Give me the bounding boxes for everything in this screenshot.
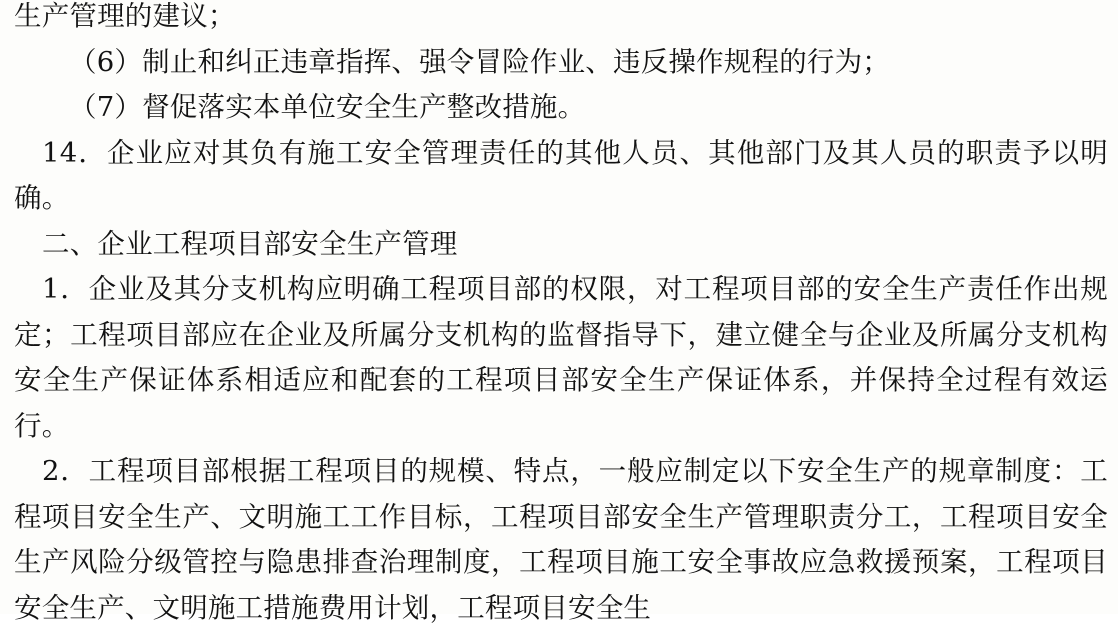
document-text-body bbox=[14, 0, 1108, 631]
paragraph-continuation: 生产管理的建议； bbox=[14, 0, 236, 32]
numbered-item-1: 1．企业及其分支机构应明确工程项目部的权限，对工程项目部的安全生产责任作出规定；工程项目部应在企业及所属分支机构的监督指导下，建立健全与企业及所属分支机构安全生产保证体系相适应和配套的工程项目部安全生产保证体系，并保持全过程有效运行。 bbox=[14, 273, 1108, 442]
list-item-7: （7）督促落实本单位安全生产整改措施。 bbox=[69, 91, 586, 123]
numbered-item-2: 2．工程项目部根据工程项目的规模、特点，一般应制定以下安全生产的规章制度：工程项目安全生产、文明施工工作目标，工程项目部安全生产管理职责分工，工程项目安全生产风险分级管控与隐患排查治理制度，工程项目施工安全事故应急救援预案，工程项目安全生产、文明施工措施费用计划，工程项目安全生 bbox=[14, 455, 1108, 624]
section-heading-two: 二、企业工程项目部安全生产管理 bbox=[42, 227, 458, 260]
numbered-item-14: 14．企业应对其负有施工安全管理责任的其他人员、其他部门及其人员的职责予以明确。 bbox=[14, 136, 1108, 214]
list-item-6: （6）制止和纠正违章指挥、强令冒险作业、违反操作规程的行为； bbox=[69, 45, 890, 78]
